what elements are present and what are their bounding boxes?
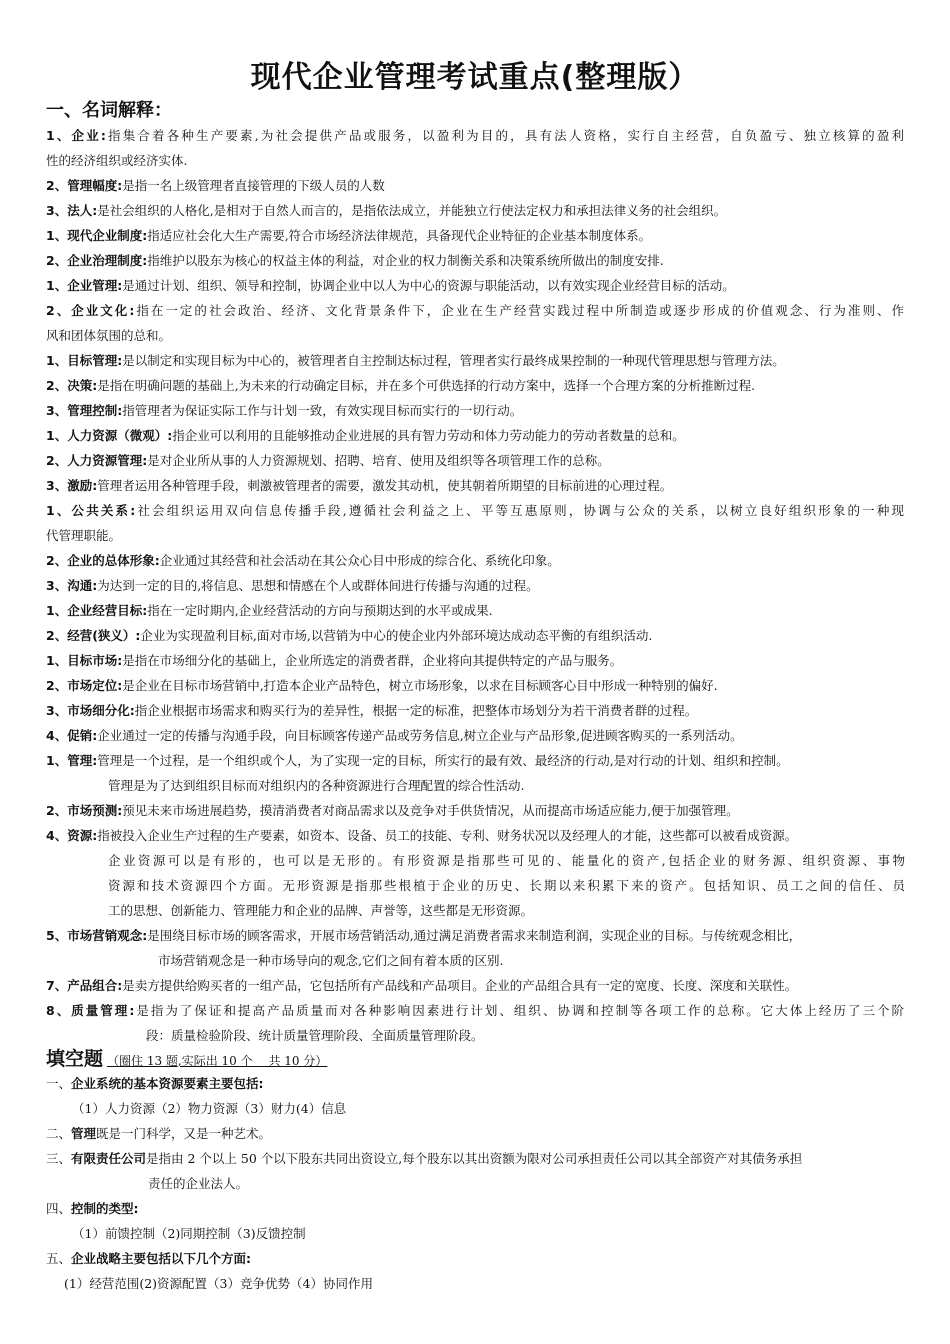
- question-text: 是指由 2 个以上 50 个以下股东共同出资设立,每个股东以其出资额为限对公司承担责任公司以其全部资产对其债务承担: [146, 1151, 803, 1166]
- term-definition: 是对企业所从事的人力资源规划、招聘、培育、使用及组织等各项管理工作的总称。: [147, 453, 610, 468]
- definition-line: [46, 628, 652, 644]
- definition-line: [46, 253, 664, 269]
- answer-line: （1）前馈控制（2)同期控制（3)反馈控制: [72, 1226, 306, 1241]
- question-number: 四、: [46, 1201, 72, 1216]
- question-number: 三、: [46, 1151, 72, 1166]
- definition-line: [46, 553, 560, 569]
- term-label: 4、促销:: [46, 728, 98, 743]
- definition-line: [46, 453, 610, 469]
- definition-line: [46, 678, 718, 694]
- definition-line: [46, 478, 672, 494]
- definition-line: [46, 353, 785, 369]
- question-term: 管理: [71, 1126, 97, 1141]
- definition-line: [46, 978, 797, 994]
- term-label: 2、市场预测:: [46, 803, 123, 818]
- term-definition: 指维护以股东为核心的权益主体的利益，对企业的权力制衡关系和决策系统所做出的制度安排.: [147, 253, 664, 268]
- term-label: 3、法人:: [46, 203, 98, 218]
- term-label: 1、目标管理:: [46, 353, 123, 368]
- term-definition: 企业通过一定的传播与沟通手段，向目标顾客传递产品或劳务信息,树立企业与产品形象,促进顾客购买的一系列活动。: [97, 728, 743, 743]
- definition-line: [46, 928, 801, 944]
- definition-line: [46, 128, 904, 144]
- definition-continuation: 代管理职能。: [46, 528, 122, 543]
- definition-line: [46, 203, 726, 219]
- question-text: 既是一门科学，又是一种艺术。: [96, 1126, 272, 1141]
- term-label: 4、资源:: [46, 828, 98, 843]
- term-label: 1、企业经营目标:: [46, 603, 148, 618]
- fill-in-title: 填空题: [46, 1048, 104, 1070]
- section-heading-fill-in: [46, 1044, 327, 1071]
- term-definition: 预见未来市场进展趋势，摸清消费者对商品需求以及竞争对手供货情况，从而提高市场适应能力,便于加强管理。: [122, 803, 739, 818]
- definition-line: [46, 428, 685, 444]
- term-label: 3、沟通:: [46, 578, 98, 593]
- definition-line: [46, 753, 789, 769]
- question-text: 控制的类型:: [71, 1201, 139, 1216]
- question-continuation: 责任的企业法人。: [148, 1176, 249, 1191]
- term-label: 1、企业:: [46, 128, 106, 143]
- question-term: 有限责任公司: [71, 1151, 147, 1166]
- question-line: [46, 1076, 264, 1092]
- term-definition: 是企业在目标市场营销中,打造本企业产品特色，树立市场形象，以求在目标顾客心目中形成一种特别的偏好.: [122, 678, 718, 693]
- definition-line: [46, 228, 651, 244]
- term-label: 2、市场定位:: [46, 678, 123, 693]
- term-definition: 管理是一个过程，是一个组织或个人，为了实现一定的目标，所实行的最有效、最经济的行动,是对行动的计划、组织和控制。: [97, 753, 789, 768]
- question-number: 二、: [46, 1126, 72, 1141]
- term-definition: 指管理者为保证实际工作与计划一致，有效实现目标而实行的一切行动。: [122, 403, 523, 418]
- term-definition: 是通过计划、组织、领导和控制，协调企业中以人为中心的资源与职能活动，以有效实现企业经营目标的活动。: [122, 278, 735, 293]
- term-label: 2、管理幅度:: [46, 178, 123, 193]
- term-definition: 是围绕目标市场的顾客需求，开展市场营销活动,通过满足消费者需求来制造利润，实现企业的目标。与传统观念相比，: [147, 928, 802, 943]
- term-label: 2、企业文化:: [46, 303, 135, 318]
- term-label: 2、经营(狭义）:: [46, 628, 141, 643]
- definition-continuation: 资源和技术资源四个方面。无形资源是指那些根植于企业的历史、长期以来积累下来的资产。包括知识、员工之间的信任、员: [108, 878, 905, 893]
- term-label: 1、目标市场:: [46, 653, 123, 668]
- term-definition: 是以制定和实现目标为中心的，被管理者自主控制达标过程，管理者实行最终成果控制的一种现代管理思想与管理方法。: [122, 353, 785, 368]
- fill-in-note: （圈住 13 题,实际出 10 个 共 10 分）: [107, 1054, 328, 1068]
- term-label: 3、市场细分化:: [46, 703, 135, 718]
- question-line: [46, 1126, 271, 1142]
- definition-line: [46, 603, 493, 619]
- term-definition: 指适应社会化大生产需要,符合市场经济法律规范，具备现代企业特征的企业基本制度体系。: [147, 228, 652, 243]
- definition-line: [46, 728, 743, 744]
- definition-line: [46, 803, 739, 819]
- definition-continuation: 管理是为了达到组织目标而对组织内的各种资源进行合理配置的综合性活动.: [108, 778, 525, 793]
- definition-line: [46, 303, 904, 319]
- term-definition: 是指在明确问题的基础上,为未来的行动确定目标，并在多个可供选择的行动方案中，选择一个合理方案的分析推断过程.: [97, 378, 756, 393]
- term-label: 2、人力资源管理:: [46, 453, 148, 468]
- section-heading-definitions: 一、名词解释：: [46, 100, 172, 121]
- term-definition: 是指在市场细分化的基础上，企业所选定的消费者群，企业将向其提供特定的产品与服务。: [122, 653, 623, 668]
- term-label: 1、人力资源（微观）:: [46, 428, 173, 443]
- term-definition: 为达到一定的目的,将信息、思想和情感在个人或群体间进行传播与沟通的过程。: [97, 578, 539, 593]
- term-definition: 指在一定的社会政治、经济、文化背景条件下，企业在生产经营实践过程中所制造或逐步形成的价值观念、行为准则、作: [134, 303, 904, 318]
- definition-continuation: 工的思想、创新能力、管理能力和企业的品牌、声誉等，这些都是无形资源。: [108, 903, 534, 918]
- term-definition: 指集合着各种生产要素,为社会提供产品或服务，以盈利为目的，具有法人资格，实行自主经营，自负盈亏、独立核算的盈利: [105, 128, 904, 143]
- definition-line: [46, 653, 622, 669]
- question-line: [46, 1251, 251, 1267]
- definition-line: [46, 178, 385, 194]
- term-definition: 是指为了保证和提高产品质量而对各种影响因素进行计划、组织、协调和控制等各项工作的总称。它大体上经历了三个阶: [134, 1003, 904, 1018]
- term-label: 2、企业的总体形象:: [46, 553, 160, 568]
- definition-line: [46, 828, 797, 844]
- term-definition: 是指一名上级管理者直接管理的下级人员的人数: [122, 178, 385, 193]
- question-line: [46, 1151, 802, 1167]
- definition-line: [46, 403, 522, 419]
- definition-continuation: 段：质量检验阶段、统计质量管理阶段、全面质量管理阶段。: [146, 1028, 484, 1043]
- term-label: 1、现代企业制度:: [46, 228, 148, 243]
- definition-line: [46, 1003, 904, 1019]
- definition-continuation: 性的经济组织或经济实体.: [46, 153, 188, 168]
- term-definition: 指在一定时期内,企业经营活动的方向与预期达到的水平或成果.: [147, 603, 493, 618]
- term-definition: 指企业可以利用的且能够推动企业进展的具有智力劳动和体力劳动能力的劳动者数量的总和。: [172, 428, 685, 443]
- definition-continuation: 企业资源可以是有形的，也可以是无形的。有形资源是指那些可见的、能量化的资产,包括企业的财务源、组织资源、事物: [108, 853, 905, 868]
- term-label: 8、质量管理:: [46, 1003, 135, 1018]
- document-title: 现代企业管理考试重点(整理版）: [250, 60, 700, 95]
- term-definition: 指被投入企业生产过程的生产要素，如资本、设备、员工的技能、专利、财务状况以及经理人的才能，这些都可以被看成资源。: [97, 828, 798, 843]
- definition-line: [46, 703, 697, 719]
- term-definition: 指企业根据市场需求和购买行为的差异性，根据一定的标准，把整体市场划分为若干消费者群的过程。: [134, 703, 698, 718]
- term-definition: 社会组织运用双向信息传播手段,遵循社会利益之上、平等互惠原则，协调与公众的关系，以树立良好组织形象的一种现: [135, 503, 904, 518]
- answer-line: （1）人力资源（2）物力资源（3）财力(4）信息: [72, 1101, 347, 1116]
- term-label: 2、决策:: [46, 378, 98, 393]
- term-label: 3、管理控制:: [46, 403, 123, 418]
- definition-line: [46, 578, 539, 594]
- term-definition: 是卖方提供给购买者的一组产品，它包括所有产品线和产品项目。企业的产品组合具有一定的宽度、长度、深度和关联性。: [122, 978, 798, 993]
- question-text: 企业战略主要包括以下几个方面:: [71, 1251, 252, 1266]
- term-definition: 企业通过其经营和社会活动在其公众心目中形成的综合化、系统化印象。: [159, 553, 560, 568]
- definition-continuation: 风和团体氛围的总和。: [46, 328, 172, 343]
- term-label: 1、企业管理:: [46, 278, 123, 293]
- term-label: 5、市场营销观念:: [46, 928, 148, 943]
- term-label: 7、产品组合:: [46, 978, 123, 993]
- definition-continuation: 市场营销观念是一种市场导向的观念,它们之间有着本质的区别.: [158, 953, 504, 968]
- question-line: [46, 1201, 139, 1217]
- term-definition: 管理者运用各种管理手段，刺激被管理者的需要，激发其动机，使其朝着所期望的目标前进的心理过程。: [97, 478, 673, 493]
- term-definition: 是社会组织的人格化,是相对于自然人而言的，是指依法成立，并能独立行使法定权力和承担法律义务的社会组织。: [97, 203, 727, 218]
- term-label: 1、管理:: [46, 753, 98, 768]
- question-text: 企业系统的基本资源要素主要包括:: [71, 1076, 264, 1091]
- term-label: 1、公共关系:: [46, 503, 136, 518]
- question-number: 五、: [46, 1251, 72, 1266]
- answer-line: (1）经营范围(2)资源配置（3）竞争优势（4）协同作用: [64, 1276, 373, 1291]
- term-definition: 企业为实现盈利目标,面对市场,以营销为中心的使企业内外部环境达成动态平衡的有组织活动.: [140, 628, 653, 643]
- definition-line: [46, 378, 755, 394]
- definition-line: [46, 503, 904, 519]
- term-label: 2、企业治理制度:: [46, 253, 148, 268]
- definition-line: [46, 278, 735, 294]
- question-number: 一、: [46, 1076, 72, 1091]
- term-label: 3、激励:: [46, 478, 98, 493]
